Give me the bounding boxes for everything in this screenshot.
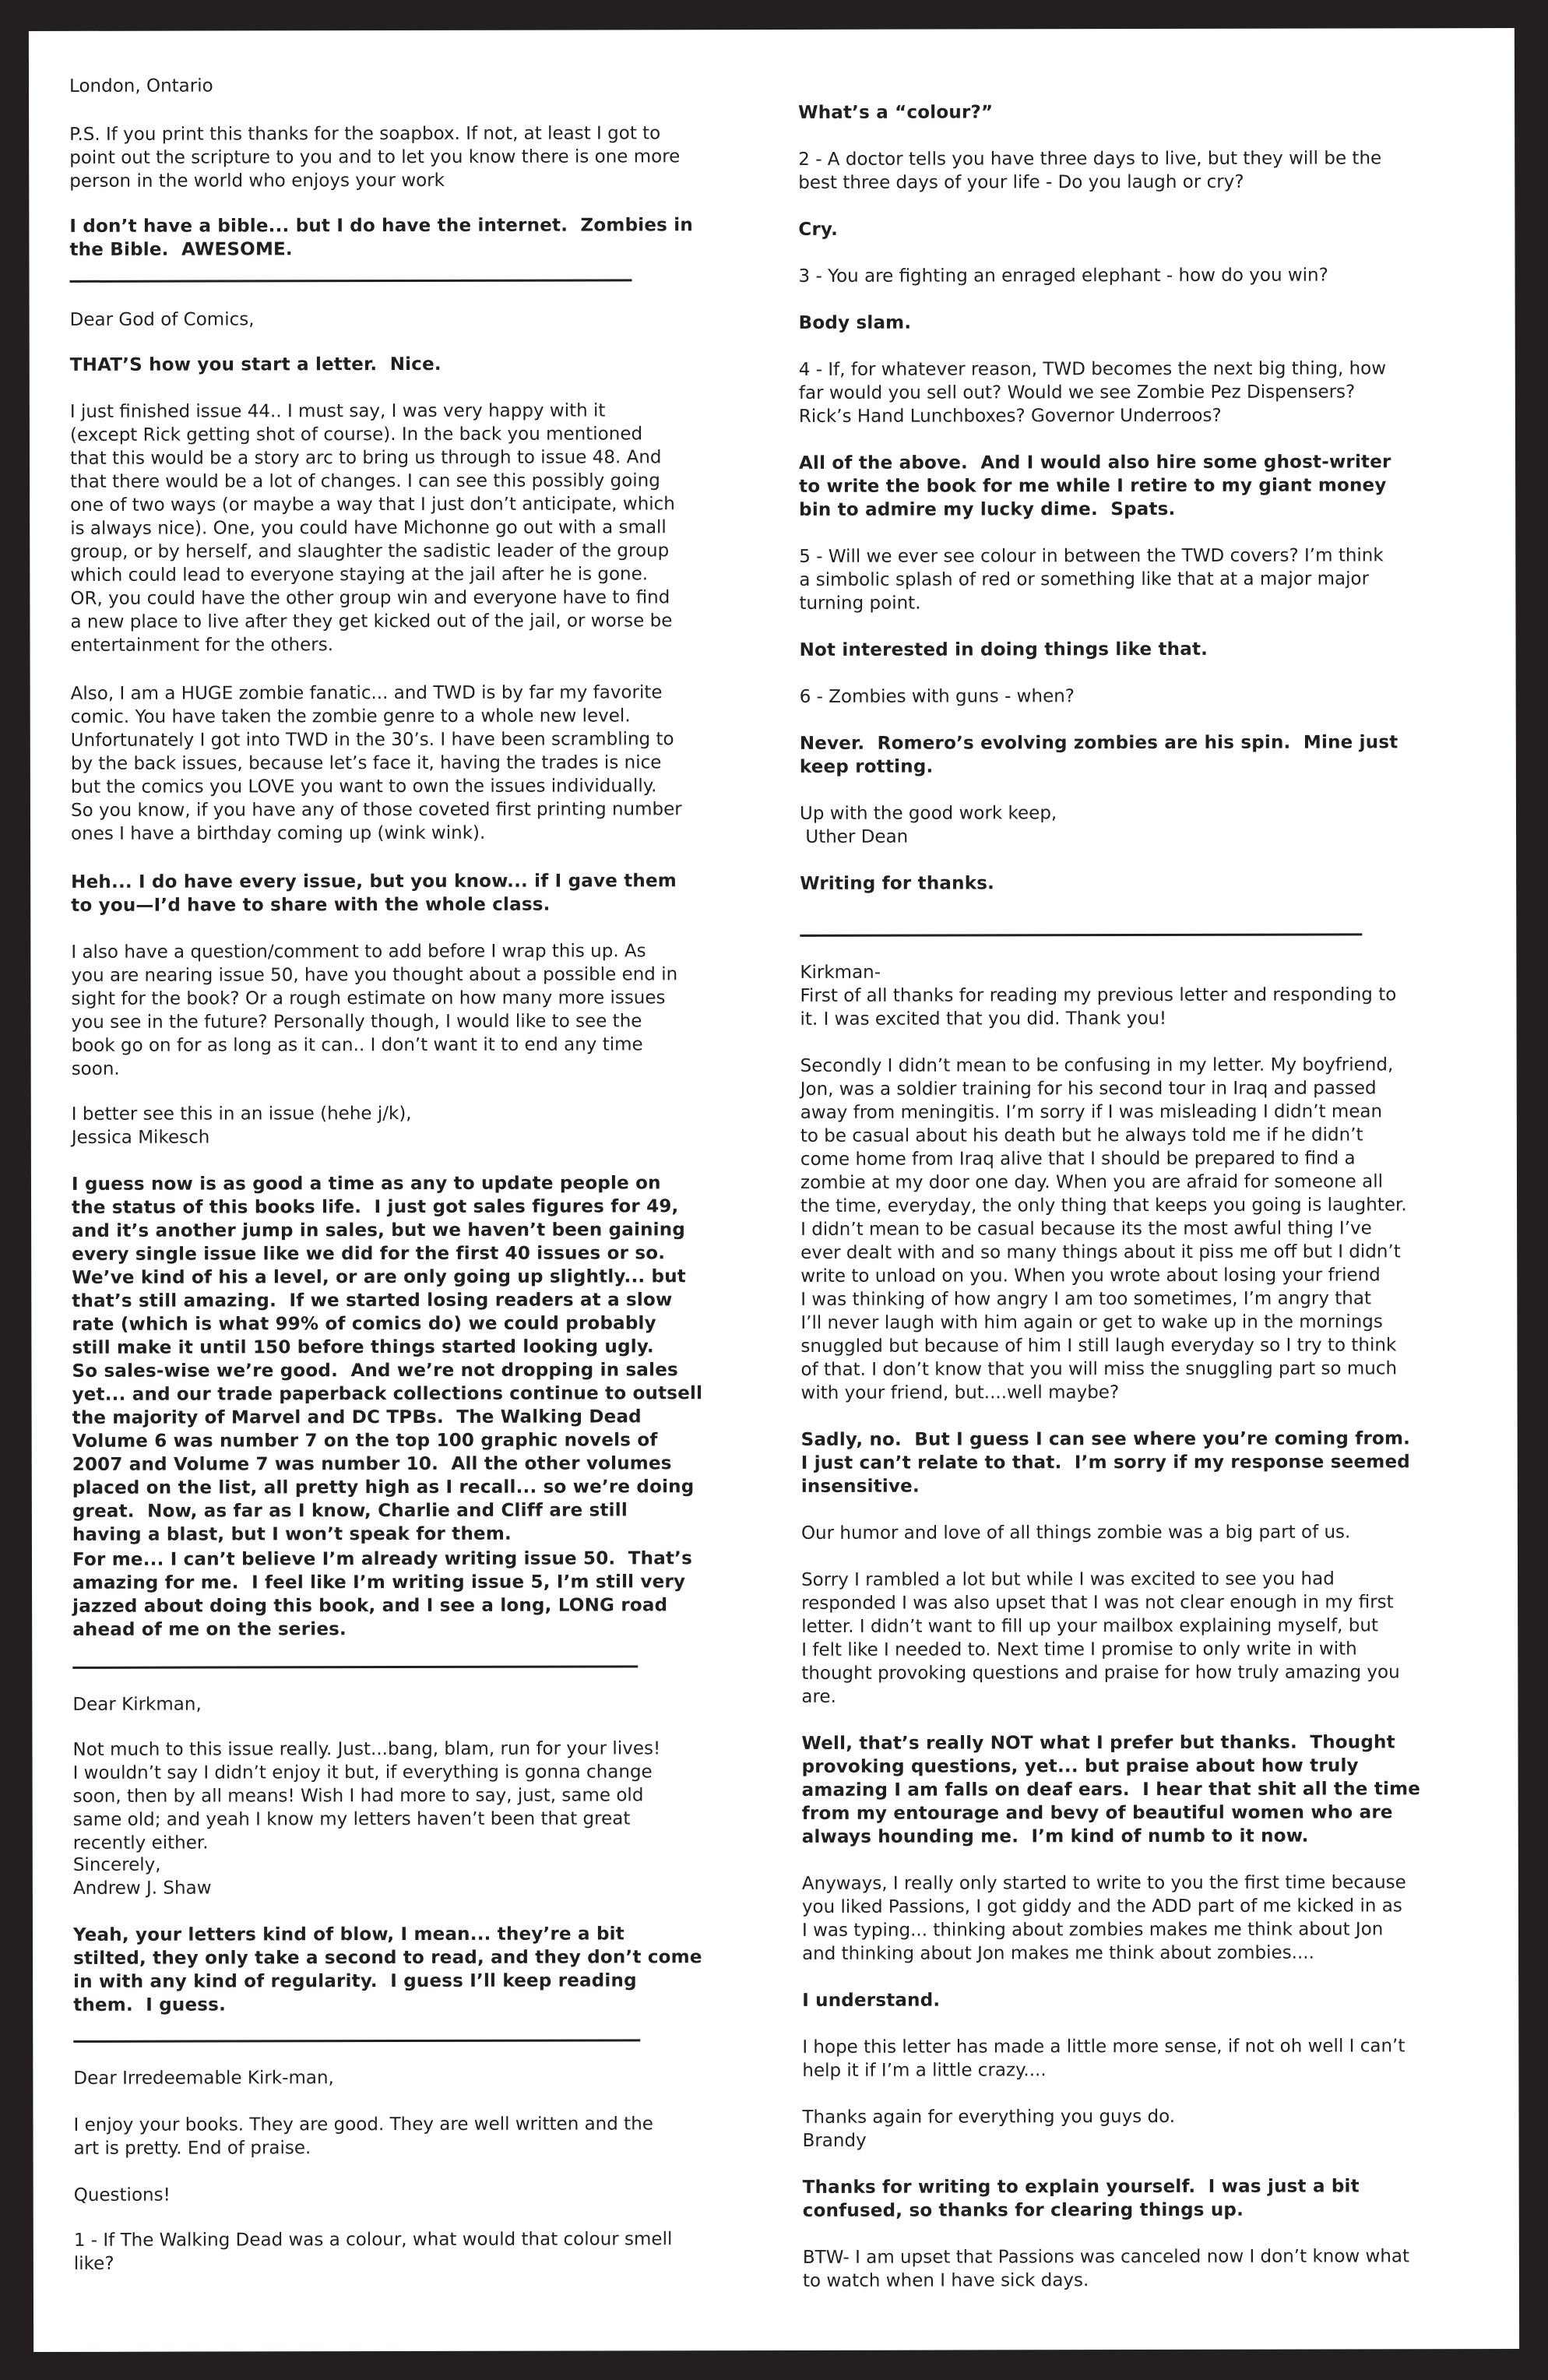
reader-letter-paragraph: BTW- I am upset that Passions was canceled now I don’t know what to watch when I have sick days. bbox=[802, 2246, 1410, 2291]
reader-letter-heading: Questions! bbox=[73, 2185, 171, 2206]
editor-reply: I don’t have a bible... but I do have the internet. Zombies in the Bible. AWESOME. bbox=[69, 215, 693, 260]
editor-reply: Thanks for writing to explain yourself. I was just a bit confused, so thanks for clearing things up. bbox=[802, 2176, 1360, 2221]
editor-reply: All of the above. And I would also hire some ghost-writer to write the book for me while I retire to my giant money bin to admire my lucky dime. Spats. bbox=[799, 452, 1391, 520]
editor-reply: Not interested in doing things like that. bbox=[799, 639, 1208, 660]
editor-reply: THAT’S how you start a letter. Nice. bbox=[69, 354, 442, 375]
editor-reply: Heh... I do have every issue, but you know... if I gave them to you—I’d have to share with the whole class. bbox=[71, 871, 677, 916]
reader-letter-paragraph: Our humor and love of all things zombie was a big part of us. bbox=[800, 1522, 1351, 1544]
letter-signature: Thanks again for everything you guys do. Brandy bbox=[802, 2106, 1176, 2151]
reader-letter-paragraph: Not much to this issue really. Just...bang, blam, run for your lives! I wouldn’t say I didn’t enjoy it but, if everything is gonna change soon, then by all means! Wish I had more to say, just, same old same old; and yeah I know my letters haven’t been that great recently either. bbox=[72, 1738, 661, 1854]
reader-question: 6 - Zombies with guns - when? bbox=[799, 686, 1075, 707]
letter-divider bbox=[72, 1665, 638, 1669]
right-column bbox=[798, 28, 1499, 2291]
editor-reply: What’s a “colour?” bbox=[798, 102, 994, 123]
editor-reply: Yeah, your letters kind of blow, I mean... they’re a bit stilted, they only take a second to read, and they don’t come in with any kind of regularity. I guess I’ll keep reading them. I guess. bbox=[72, 1924, 702, 2016]
reader-letter-paragraph: Anyways, I really only started to write to you the first time because you liked Passions, I got giddy and the ADD part of me kicked in as I was typing... thinking about zombies makes me think about Jon and thinking about Jon makes me think about zombies.... bbox=[801, 1872, 1406, 1964]
letter-greeting: Dear Irredeemable Kirk-man, bbox=[73, 2068, 334, 2089]
letter-page bbox=[29, 28, 1519, 2352]
letter-divider bbox=[73, 2039, 640, 2043]
letter-greeting: Dear God of Comics, bbox=[69, 309, 255, 330]
editor-reply: I guess now is as good a time as any to update people on the status of this books life. I just got sales figures for 49, and it’s another jump in sales, but we haven’t been gaining every single issue like we did for the first 40 issues or so. We’ve kind of his a level, or are only going up slightly... but that’s still amazing. If we started losing readers at a slow rate (which is what 99% of comics do) we could probably still make it until 150 before things started looking ugly. So sales-wise we’re good. And we’re not dropping in sales yet... and our trade paperback collections continue to outsell the majority of Marvel and DC TPBs. The Walking Dead Volume 6 was number 7 on the top 100 graphic novels of 2007 and Volume 7 was number 10. All the other volumes placed on the list, all pretty high as I recall... so we’re doing great. Now, as far as I know, Charlie and Cliff are still having a blast, but I won’t speak for them. bbox=[71, 1173, 703, 1545]
reader-question: 3 - You are fighting an enraged elephant - how do you win? bbox=[798, 265, 1328, 287]
signoff-location: London, Ontario bbox=[69, 76, 213, 97]
reader-letter-paragraph: I also have a question/comment to add before I wrap this up. As you are nearing issue 50, have you thought about a possible end in sight for the book? Or a rough estimate on how many more issues you see in the future? Personally though, I would like to see the book go on for as long as it can.. I don’t want it to end any time soon. bbox=[71, 941, 678, 1079]
letter-divider bbox=[70, 279, 632, 283]
letter-divider bbox=[800, 933, 1362, 937]
letter-greeting: Dear Kirkman, bbox=[72, 1694, 202, 1715]
editor-reply: For me... I can’t believe I’m already writing issue 50. That’s amazing for me. I feel like I’m writing issue 5, I’m still very jazzed about doing this book, and I see a long, LONG road ahead of me on the series. bbox=[72, 1548, 693, 1640]
reader-question: 1 - If The Walking Dead was a colour, what would that colour smell like? bbox=[73, 2229, 673, 2274]
editor-reply: Never. Romero’s evolving zombies are his spin. Mine just keep rotting. bbox=[799, 732, 1398, 777]
letter-signature: I better see this in an issue (hehe j/k), Jessica Mikesch bbox=[71, 1103, 412, 1148]
editor-reply: Sadly, no. But I guess I can see where you’re coming from. I just can’t relate to that. I’m sorry if my response seemed insensitive. bbox=[800, 1428, 1411, 1497]
letter-signature: Up with the good work keep, Uther Dean bbox=[799, 803, 1057, 847]
reader-question: 2 - A doctor tells you have three days to live, but they will be the best three days of your life - Do you laugh or cry? bbox=[798, 148, 1382, 193]
left-column bbox=[69, 30, 772, 2274]
reader-letter-paragraph: Sorry I rambled a lot but while I was excited to see you had responded I was also upset that I was not clear enough in my first letter. I didn’t want to fill up your mailbox explaining myself, but I felt like I needed to. Next time I promise to only write in with thought provoking questions and praise for how truly amazing you are. bbox=[801, 1568, 1400, 1707]
reader-question: 5 - Will we ever see colour in between the TWD covers? I’m think a simbolic splash of red or something like that at a major major turning point. bbox=[799, 545, 1384, 614]
editor-reply: Cry. bbox=[798, 219, 839, 240]
reader-letter-paragraph: I just finished issue 44.. I must say, I was very happy with it (except Rick getting shot of course). In the back you mentioned that this would be a story arc to bring us through to issue 48. And that there would be a lot of changes. I can see this possibly going one of two ways (or maybe a way that I just don’t anticipate, which is always nice). One, you could have Michonne go out with a small group, or by herself, and slaughter the sadistic leader of the group which could lead to everyone staying at the jail after he is gone. OR, you could have the other group win and everyone have to find a new place to live after they get kicked out of the jail, or worse be entertainment for the others. bbox=[69, 400, 675, 656]
letter-signature: Sincerely, Andrew J. Shaw bbox=[72, 1854, 212, 1899]
reader-letter-ps: P.S. If you print this thanks for the soapbox. If not, at least I got to point out the scripture to you and to let you know there is one more person in the world who enjoys your work bbox=[69, 123, 681, 192]
reader-letter-paragraph: Secondly I didn’t mean to be confusing in my letter. My boyfriend, Jon, was a soldier training for his second tour in Iraq and passed away from meningitis. I’m sorry if I was misleading I didn’t mean to be casual about his death but he always told me if he didn’t come home from Iraq alive that I should be prepared to find a zombie at my door one day. When you are afraid for someone all the time, everyday, the only thing that keeps you going is laughter. I didn’t mean to be casual because its the most awful thing I’ve ever dealt with and so many things about it piss me off but I didn’t write to unload on you. When you wrote about losing your friend I was thinking of how angry I am too sometimes, I’m angry that I’ll never laugh with him again or get to wake up in the mornings snuggled but because of him I still laugh everyday so I try to think of that. I don’t know that you will miss the snuggling part so much with your friend, but....well maybe? bbox=[800, 1054, 1407, 1403]
reader-letter-paragraph: Also, I am a HUGE zombie fanatic... and TWD is by far my favorite comic. You have taken the zombie genre to a whole new level. Unfortunately I got into TWD in the 30’s. I have been scrambling to by the back issues, because let’s face it, having the trades is nice but the comics you LOVE you want to own the issues individually. So you know, if you have any of those coveted first printing number ones I have a birthday coming up (wink wink). bbox=[70, 682, 682, 844]
reader-letter-paragraph: Kirkman- First of all thanks for reading my previous letter and responding to it. I was excited that you did. Thank you! bbox=[800, 962, 1397, 1030]
editor-reply: I understand. bbox=[802, 1990, 941, 2011]
reader-letter-paragraph: I enjoy your books. They are good. They are well written and the art is pretty. End of praise. bbox=[73, 2114, 653, 2159]
reader-letter-paragraph: I hope this letter has made a little more sense, if not oh well I can’t help it if I’m a little crazy.... bbox=[802, 2036, 1406, 2081]
editor-reply: Body slam. bbox=[798, 312, 912, 333]
editor-reply: Well, that’s really NOT what I prefer but thanks. Thought provoking questions, yet... but praise about how truly amazing I am falls on deaf ears. I hear that shit all the time from my entourage and bevy of beautiful women who are always hounding me. I’m kind of numb to it now. bbox=[801, 1732, 1421, 1847]
editor-reply: Writing for thanks. bbox=[800, 873, 995, 894]
reader-question: 4 - If, for whatever reason, TWD becomes the next big thing, how far would you sell out? Would we see Zombie Pez Dispensers? Rick’s Hand Lunchboxes? Governor Underroos? bbox=[798, 358, 1387, 427]
